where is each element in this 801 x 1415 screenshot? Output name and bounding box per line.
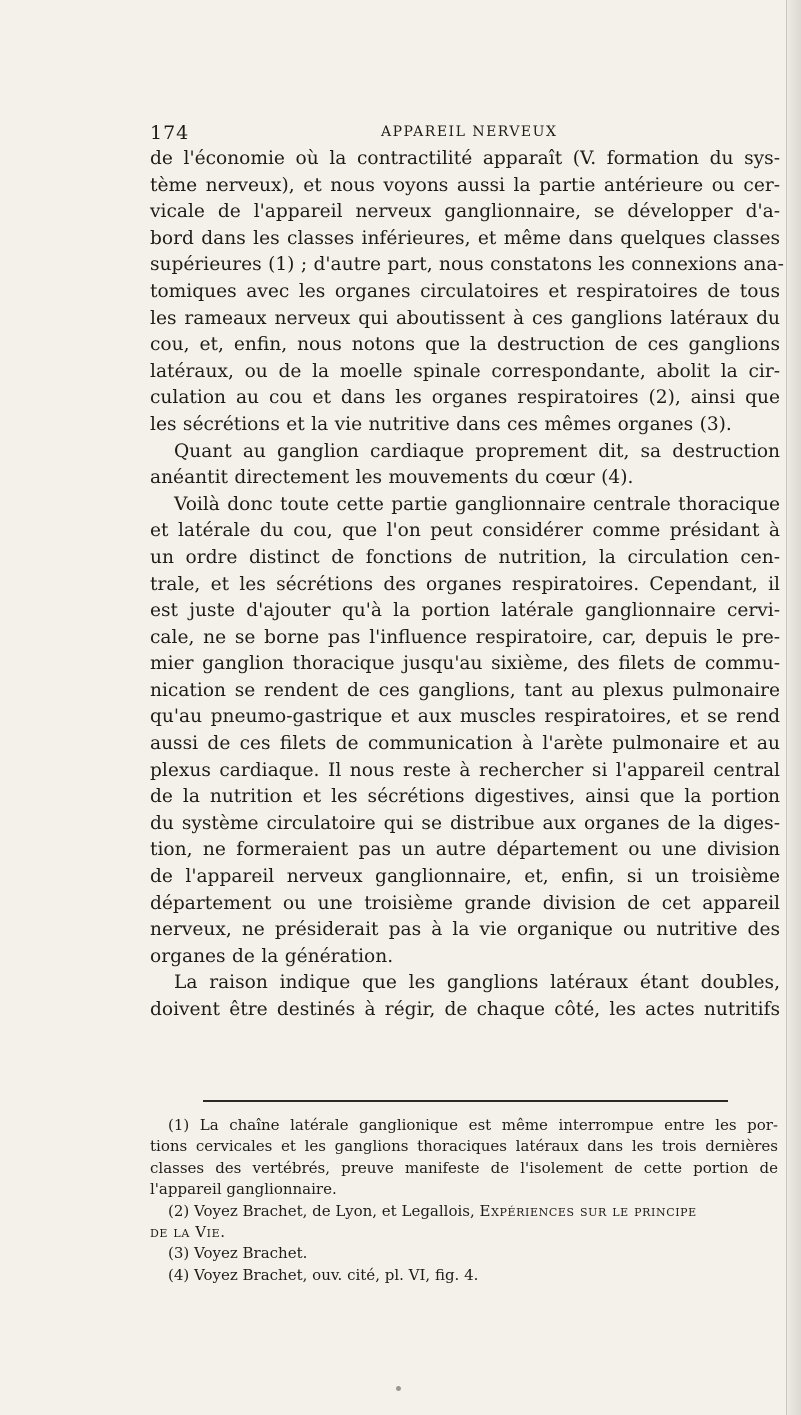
text-line: trale, et les sécrétions des organes respiratoires. Cependant, il bbox=[150, 573, 780, 595]
footnote-line: (1) La chaîne latérale ganglionique est même interrompue entre les por- bbox=[168, 1116, 778, 1134]
text-line: de l'économie où la contractilité apparaît (V. formation du sys- bbox=[150, 148, 780, 169]
main-text bbox=[150, 146, 784, 1024]
text-line: un ordre distinct de fonctions de nutrition, la circulation cen- bbox=[150, 546, 780, 568]
text-line: qu'au pneumo-gastrique et aux muscles respiratoires, et se rend bbox=[150, 706, 780, 728]
text-line: bord dans les classes inférieures, et même dans quelques classes bbox=[150, 227, 780, 249]
text-line: département ou une troisième grande division de cet appareil bbox=[150, 892, 780, 914]
text-line: de la nutrition et les sécrétions digestives, ainsi que la portion bbox=[150, 786, 780, 808]
text-line: culation au cou et dans les organes respiratoires (2), ainsi que bbox=[150, 387, 780, 409]
footnote-2 bbox=[150, 1201, 778, 1222]
page-number: 174 bbox=[150, 122, 190, 144]
text-line: du système circulatoire qui se distribue aux organes de la diges- bbox=[150, 812, 780, 834]
footnote-line: classes des vertébrés, preuve manifeste de l'isolement de cette portion de bbox=[150, 1158, 778, 1177]
text-line: cale, ne se borne pas l'influence respiratoire, car, depuis le pre- bbox=[150, 626, 780, 648]
text-line: les rameaux nerveux qui aboutissent à ces ganglions latéraux du bbox=[150, 307, 780, 329]
footnote-2-work-title: Expériences sur le principe bbox=[479, 1201, 697, 1220]
text-line: organes de la génération. bbox=[150, 945, 394, 967]
page-edge-shadow bbox=[786, 0, 801, 1415]
ink-speck bbox=[396, 1386, 401, 1391]
text-line: tomiques avec les organes circulatoires et respiratoires de tous bbox=[150, 280, 780, 302]
footnote-line: l'appareil ganglionnaire. bbox=[150, 1180, 337, 1199]
text-line: les sécrétions et la vie nutritive dans ces mêmes organes (3). bbox=[150, 413, 732, 435]
text-line: de l'appareil nerveux ganglionnaire, et, enfin, si un troisième bbox=[150, 866, 780, 888]
footnote-rule bbox=[203, 1100, 728, 1102]
text-line: doivent être destinés à régir, de chaque côté, les actes nutritifs bbox=[150, 999, 780, 1020]
text-line: La raison indique que les ganglions latéraux étant doubles, bbox=[174, 972, 780, 994]
text-line: anéantit directement les mouvements du cœur (4). bbox=[150, 467, 634, 489]
text-line: vicale de l'appareil nerveux ganglionnaire, se développer d'a- bbox=[150, 201, 780, 223]
footnote-line: tions cervicales et les ganglions thoraciques latéraux dans les trois dernières bbox=[150, 1137, 778, 1156]
text-line: nerveux, ne présiderait pas à la vie organique ou nutritive des bbox=[150, 919, 780, 941]
footnote-4: (4) Voyez Brachet, ouv. cité, pl. VI, fig. 4. bbox=[168, 1265, 479, 1284]
text-line: plexus cardiaque. Il nous reste à rechercher si l'appareil central bbox=[150, 759, 780, 781]
running-title: APPAREIL NERVEUX bbox=[381, 124, 558, 140]
text-line: tion, ne formeraient pas un autre département ou une division bbox=[150, 839, 780, 861]
text-line: aussi de ces filets de communication à l'arète pulmonaire et au bbox=[150, 733, 780, 755]
text-line: supérieures (1) ; d'autre part, nous constatons les connexions ana- bbox=[150, 254, 784, 276]
text-line: mier ganglion thoracique jusqu'au sixième, des filets de commu- bbox=[150, 653, 780, 675]
footnote-3: (3) Voyez Brachet. bbox=[168, 1244, 308, 1263]
footnotes bbox=[150, 1115, 778, 1286]
text-line: Quant au ganglion cardiaque proprement dit, sa destruction bbox=[174, 440, 780, 462]
text-line: est juste d'ajouter qu'à la portion latérale ganglionnaire cervi- bbox=[150, 600, 780, 622]
text-line: cou, et, enfin, nous notons que la destruction de ces ganglions bbox=[150, 334, 780, 356]
text-line: et latérale du cou, que l'on peut considérer comme présidant à bbox=[150, 520, 780, 542]
text-line: tème nerveux), et nous voyons aussi la partie antérieure ou cer- bbox=[150, 174, 780, 196]
footnote-2-work-title-end: de la Vie. bbox=[150, 1222, 226, 1241]
text-line: latéraux, ou de la moelle spinale correspondante, abolit la cir- bbox=[150, 360, 780, 382]
text-line: nication se rendent de ces ganglions, tant au plexus pulmonaire bbox=[150, 679, 780, 701]
footnote-line bbox=[150, 1222, 778, 1243]
footnote-2-text: (2) Voyez Brachet, de Lyon, et Legallois, bbox=[168, 1201, 475, 1220]
text-line: Voilà donc toute cette partie ganglionnaire centrale thoracique bbox=[174, 493, 780, 515]
